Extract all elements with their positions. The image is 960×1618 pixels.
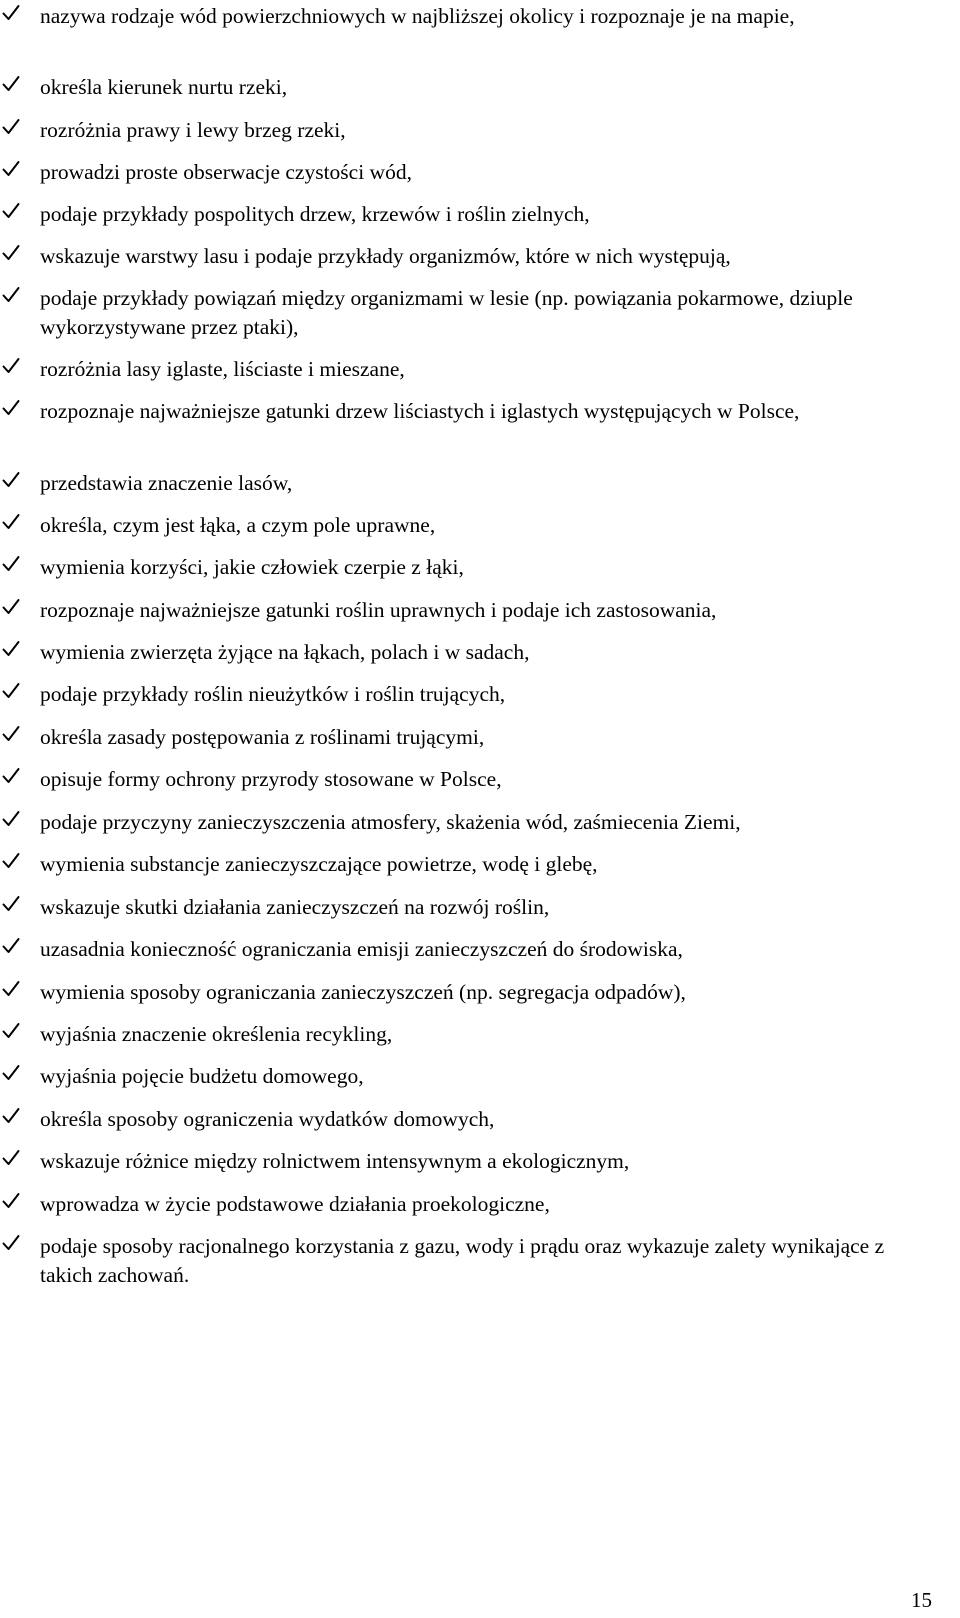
- list-item-text: wprowadza w życie podstawowe działania proekologiczne,: [40, 1192, 550, 1216]
- list-item: [0, 73, 940, 103]
- list-item-text: wskazuje warstwy lasu i podaje przykłady organizmów, które w nich występują,: [40, 244, 731, 268]
- list-item-text: wymienia zwierzęta żyjące na łąkach, polach i w sadach,: [40, 640, 530, 664]
- list-item: [0, 850, 940, 880]
- list-item: [0, 723, 940, 753]
- list-item-text: określa zasady postępowania z roślinami trującymi,: [40, 725, 485, 749]
- list-item: [0, 638, 940, 668]
- list-item-text: rozróżnia lasy iglaste, liściaste i mieszane,: [40, 357, 405, 381]
- list-item-text: wyjaśnia znaczenie określenia recykling,: [40, 1022, 393, 1046]
- list-item-text: wskazuje różnice między rolnictwem intensywnym a ekologicznym,: [40, 1149, 630, 1173]
- list-item: [0, 596, 940, 626]
- checkmark-icon: [0, 1232, 40, 1262]
- list-item: [0, 893, 940, 923]
- list-item-text: podaje przyczyny zanieczyszczenia atmosfery, skażenia wód, zaśmiecenia Ziemi,: [40, 810, 741, 834]
- list-item: [0, 765, 940, 795]
- list-item-text: podaje przykłady pospolitych drzew, krzewów i roślin zielnych,: [40, 202, 590, 226]
- checkmark-icon: [0, 596, 40, 626]
- checkmark-icon: [0, 469, 40, 499]
- page-number: 15: [911, 1588, 932, 1612]
- checkmark-icon: [0, 553, 40, 583]
- list-item: [0, 116, 940, 146]
- list-item-text: podaje sposoby racjonalnego korzystania z gazu, wody i prądu oraz wykazuje zalety wynikające z takich zachowań.: [40, 1234, 885, 1287]
- checkmark-icon: [0, 850, 40, 880]
- checkmark-icon: [0, 158, 40, 188]
- list-item-text: uzasadnia konieczność ograniczania emisji zanieczyszczeń do środowiska,: [40, 937, 683, 961]
- list-item-text: wymienia sposoby ograniczania zanieczyszczeń (np. segregacja odpadów),: [40, 980, 686, 1004]
- checkmark-icon: [0, 1062, 40, 1092]
- list-item: [0, 397, 940, 427]
- list-item: [0, 935, 940, 965]
- checkmark-icon: [0, 1190, 40, 1220]
- list-item: [0, 158, 940, 188]
- list-item: [0, 553, 940, 583]
- list-item-text: określa, czym jest łąka, a czym pole uprawne,: [40, 513, 436, 537]
- list-item-text: wyjaśnia pojęcie budżetu domowego,: [40, 1064, 364, 1088]
- list-item: [0, 978, 940, 1008]
- list-item-text: określa sposoby ograniczenia wydatków domowych,: [40, 1107, 495, 1131]
- list-item: [0, 242, 940, 272]
- checkmark-icon: [0, 765, 40, 795]
- checkmark-icon: [0, 284, 40, 314]
- checkmark-icon: [0, 638, 40, 668]
- list-item-text: wymienia substancje zanieczyszczające powietrze, wodę i glebę,: [40, 852, 598, 876]
- list-item: [0, 1020, 940, 1050]
- list-item: [0, 1062, 940, 1092]
- checkmark-icon: [0, 723, 40, 753]
- checkmark-icon: [0, 116, 40, 146]
- list-item: [0, 469, 940, 499]
- list-item-text: wymienia korzyści, jakie człowiek czerpie z łąki,: [40, 555, 464, 579]
- checkmark-icon: [0, 1147, 40, 1177]
- list-item: [0, 680, 940, 710]
- list-item-text: rozpoznaje najważniejsze gatunki roślin uprawnych i podaje ich zastosowania,: [40, 598, 717, 622]
- list-item-text: podaje przykłady roślin nieużytków i roślin trujących,: [40, 682, 506, 706]
- list-item: [0, 1190, 940, 1220]
- list-item-text: nazywa rodzaje wód powierzchniowych w najbliższej okolicy i rozpoznaje je na mapie,: [40, 4, 795, 28]
- list-item: [0, 1105, 940, 1135]
- list-item: [0, 1232, 940, 1290]
- list-item-text: przedstawia znaczenie lasów,: [40, 471, 293, 495]
- list-item-text: wskazuje skutki działania zanieczyszczeń na rozwój roślin,: [40, 895, 550, 919]
- checkmark-icon: [0, 397, 40, 427]
- checkmark-icon: [0, 2, 40, 32]
- checkmark-icon: [0, 935, 40, 965]
- list-item-text: określa kierunek nurtu rzeki,: [40, 75, 288, 99]
- list-item-text: opisuje formy ochrony przyrody stosowane w Polsce,: [40, 767, 502, 791]
- checkmark-icon: [0, 680, 40, 710]
- list-item: [0, 200, 940, 230]
- checkmark-icon: [0, 1105, 40, 1135]
- checkmark-icon: [0, 242, 40, 272]
- checkmark-icon: [0, 200, 40, 230]
- list-item: [0, 1147, 940, 1177]
- list-item-text: podaje przykłady powiązań między organizmami w lesie (np. powiązania pokarmowe, dziuple wykorzystywane przez ptaki),: [40, 286, 853, 339]
- list-item-text: rozróżnia prawy i lewy brzeg rzeki,: [40, 118, 346, 142]
- checkmark-icon: [0, 73, 40, 103]
- list-item: [0, 511, 940, 541]
- checkmark-icon: [0, 978, 40, 1008]
- checkmark-icon: [0, 1020, 40, 1050]
- list-item: [0, 355, 940, 385]
- checkmark-icon: [0, 808, 40, 838]
- list-item: [0, 808, 940, 838]
- checkmark-icon: [0, 893, 40, 923]
- checkmark-icon: [0, 355, 40, 385]
- list-item-text: rozpoznaje najważniejsze gatunki drzew liściastych i iglastych występujących w Polsce,: [40, 399, 800, 423]
- list-item: [0, 284, 940, 342]
- list-item-text: prowadzi proste obserwacje czystości wód,: [40, 160, 412, 184]
- list-item: [0, 2, 940, 32]
- checkmark-icon: [0, 511, 40, 541]
